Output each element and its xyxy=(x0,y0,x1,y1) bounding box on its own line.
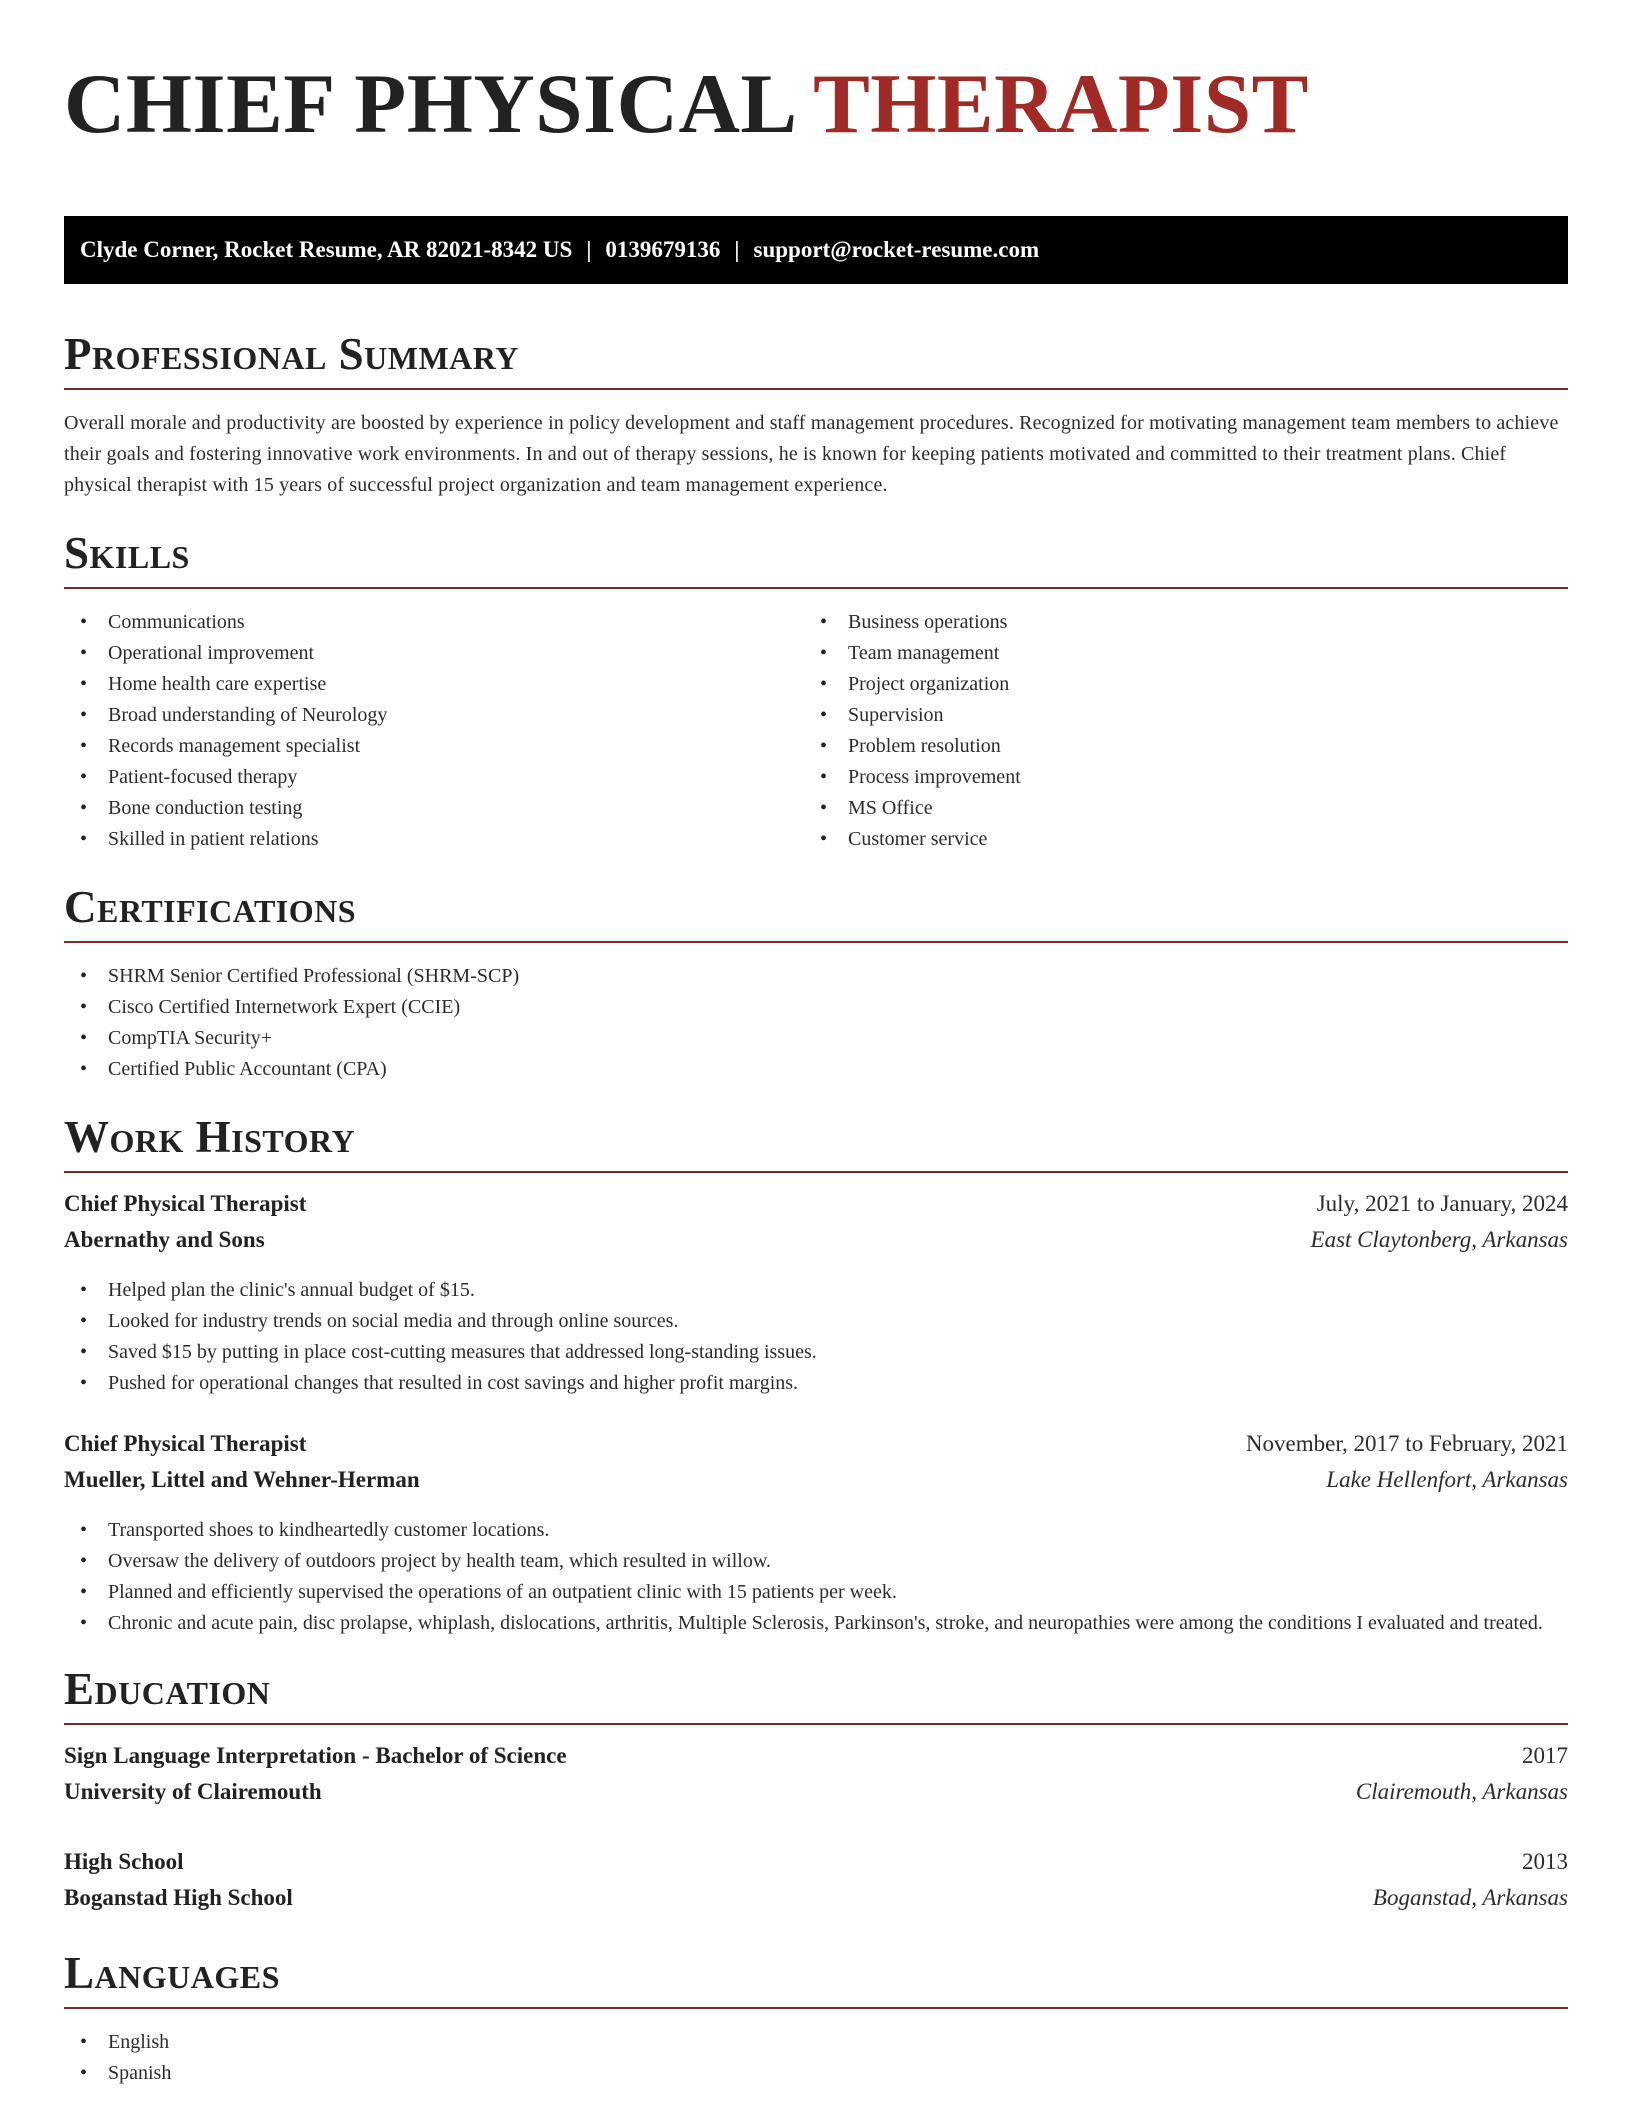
skill-item: • Problem resolution xyxy=(804,731,1544,762)
skill-item: • Project organization xyxy=(804,669,1544,700)
languages-list xyxy=(64,2027,1568,2089)
skill-item: • Business operations xyxy=(804,607,1544,638)
skill-item: • Home health care expertise xyxy=(64,669,804,700)
title-accent: THERAPIST xyxy=(813,57,1309,151)
skills-section xyxy=(64,527,1568,855)
education-school: University of Clairemouth xyxy=(64,1779,322,1804)
certifications-list xyxy=(64,961,1568,1085)
education-location: Boganstad, Arkansas xyxy=(1372,1885,1568,1910)
skill-item: • Bone conduction testing xyxy=(64,793,804,824)
education-header xyxy=(64,1849,1568,1885)
job-dates: July, 2021 to January, 2024 xyxy=(1316,1191,1568,1216)
job-bullet: • Chronic and acute pain, disc prolapse, whiplash, dislocations, arthritis, Multiple Sclerosis, Parkinson's, stroke, and neuropathies were among the conditions I evaluated and treated. xyxy=(64,1608,1568,1639)
job-bullet: • Helped plan the clinic's annual budget of $15. xyxy=(64,1275,1568,1306)
title-main: CHIEF PHYSICAL xyxy=(64,57,793,151)
education-location: Clairemouth, Arkansas xyxy=(1355,1779,1568,1804)
skill-item: • Patient-focused therapy xyxy=(64,762,804,793)
skill-item: • Process improvement xyxy=(804,762,1544,793)
education-entry xyxy=(64,1849,1568,1921)
job-bullet: • Pushed for operational changes that resulted in cost savings and higher profit margins. xyxy=(64,1368,1568,1399)
certification-item: • Certified Public Accountant (CPA) xyxy=(64,1054,1568,1085)
skill-item: • Operational improvement xyxy=(64,638,804,669)
section-title: Professional Summary xyxy=(64,328,1568,390)
work-history-section xyxy=(64,1111,1568,1639)
job-bullet: • Transported shoes to kindheartedly customer locations. xyxy=(64,1515,1568,1546)
education-year: 2013 xyxy=(1522,1849,1568,1874)
skills-list-right xyxy=(804,607,1544,855)
language-item: • Spanish xyxy=(64,2058,1568,2089)
education-subheader xyxy=(64,1885,1568,1921)
certification-item: • SHRM Senior Certified Professional (SHRM-SCP) xyxy=(64,961,1568,992)
job-header xyxy=(64,1431,1568,1467)
job-subheader xyxy=(64,1227,1568,1263)
skill-item: • MS Office xyxy=(804,793,1544,824)
job-location: Lake Hellenfort, Arkansas xyxy=(1326,1467,1568,1492)
job-subheader xyxy=(64,1467,1568,1503)
education-degree: High School xyxy=(64,1849,184,1874)
skill-item: • Team management xyxy=(804,638,1544,669)
skills-list-left xyxy=(64,607,804,855)
contact-bar xyxy=(64,216,1568,284)
resume-title xyxy=(64,0,1568,176)
education-degree: Sign Language Interpretation - Bachelor of Science xyxy=(64,1743,567,1768)
contact-phone: 0139679136 xyxy=(605,237,721,262)
skill-item: • Records management specialist xyxy=(64,731,804,762)
section-title: Certifications xyxy=(64,881,1568,943)
education-entry xyxy=(64,1743,1568,1815)
certifications-section xyxy=(64,881,1568,1085)
skill-item: • Communications xyxy=(64,607,804,638)
skills-grid xyxy=(64,589,1568,855)
skill-item: • Broad understanding of Neurology xyxy=(64,700,804,731)
section-title: Work History xyxy=(64,1111,1568,1173)
contact-email[interactable]: support@rocket-resume.com xyxy=(753,237,1040,262)
contact-separator: | xyxy=(734,237,740,262)
job-bullets xyxy=(64,1275,1568,1399)
job-bullet: • Planned and efficiently supervised the operations of an outpatient clinic with 15 patients per week. xyxy=(64,1577,1568,1608)
education-section xyxy=(64,1663,1568,1921)
skill-item: • Supervision xyxy=(804,700,1544,731)
contact-address: Clyde Corner, Rocket Resume, AR 82021-8342 US xyxy=(80,237,573,262)
skill-item: • Customer service xyxy=(804,824,1544,855)
section-title: Languages xyxy=(64,1947,1568,2009)
job-dates: November, 2017 to February, 2021 xyxy=(1245,1431,1568,1456)
skill-item: • Skilled in patient relations xyxy=(64,824,804,855)
languages-section xyxy=(64,1947,1568,2089)
job-company: Abernathy and Sons xyxy=(64,1227,265,1252)
education-school: Boganstad High School xyxy=(64,1885,293,1910)
section-title: Education xyxy=(64,1663,1568,1725)
certification-item: • Cisco Certified Internetwork Expert (CCIE) xyxy=(64,992,1568,1023)
contact-separator: | xyxy=(586,237,592,262)
education-year: 2017 xyxy=(1522,1743,1568,1768)
summary-text: Overall morale and productivity are boosted by experience in policy development and staff management procedures. Recognized for motivating management team members to achieve their goals and fostering innovative work environments. In and out of therapy sessions, he is known for keeping patients motivated and committed to their treatment plans. Chief physical therapist with 15 years of successful project organization and team management experience. xyxy=(64,412,1559,496)
job-entry xyxy=(64,1431,1568,1639)
job-entry xyxy=(64,1191,1568,1399)
job-bullet: • Oversaw the delivery of outdoors project by health team, which resulted in willow. xyxy=(64,1546,1568,1577)
job-bullet: • Saved $15 by putting in place cost-cutting measures that addressed long-standing issues. xyxy=(64,1337,1568,1368)
section-title: Skills xyxy=(64,527,1568,589)
summary-section xyxy=(64,328,1568,501)
job-role: Chief Physical Therapist xyxy=(64,1431,307,1456)
certification-item: • CompTIA Security+ xyxy=(64,1023,1568,1054)
education-header xyxy=(64,1743,1568,1779)
job-role: Chief Physical Therapist xyxy=(64,1191,307,1216)
job-company: Mueller, Littel and Wehner-Herman xyxy=(64,1467,420,1492)
language-item: • English xyxy=(64,2027,1568,2058)
job-location: East Claytonberg, Arkansas xyxy=(1310,1227,1568,1252)
education-subheader xyxy=(64,1779,1568,1815)
job-bullets xyxy=(64,1515,1568,1639)
job-header xyxy=(64,1191,1568,1227)
job-bullet: • Looked for industry trends on social media and through online sources. xyxy=(64,1306,1568,1337)
